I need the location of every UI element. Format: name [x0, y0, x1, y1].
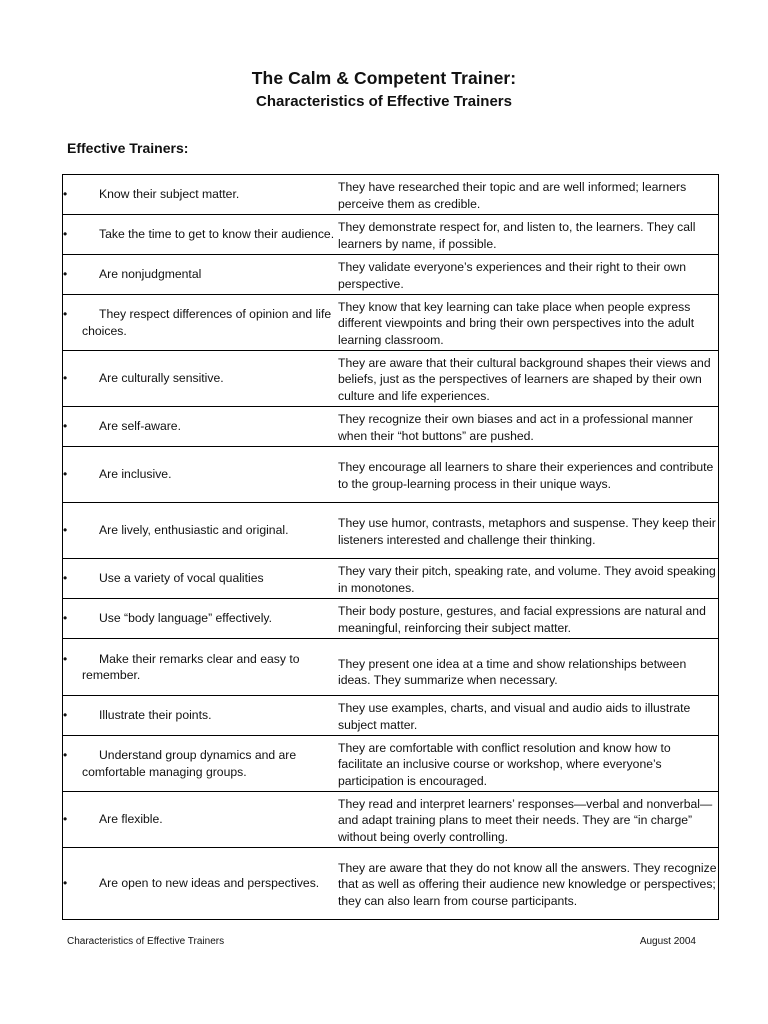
table-row	[63, 599, 719, 639]
description-cell	[338, 848, 719, 920]
trait-cell	[63, 175, 339, 215]
description-cell	[338, 639, 719, 696]
trait-text: Illustrate their points.	[99, 708, 212, 723]
description-cell	[338, 175, 719, 215]
bullet-icon: •	[63, 467, 68, 482]
trait-cell	[63, 848, 339, 920]
description-text: They are comfortable with conflict resolution and know how to facilitate an inclusive course or workshop, where everyone’s participation is encouraged.	[338, 741, 671, 788]
description-cell	[338, 215, 719, 255]
trait-cell	[63, 215, 339, 255]
trait-cell	[63, 351, 339, 407]
bullet-icon: •	[63, 267, 68, 282]
description-cell	[338, 599, 719, 639]
table-row	[63, 351, 719, 407]
description-text: They demonstrate respect for, and listen to, the learners. They call learners by name, if possible.	[338, 220, 696, 251]
trait-text: Make their remarks clear and easy to remember.	[82, 651, 300, 682]
trait-text: Are open to new ideas and perspectives.	[99, 876, 320, 891]
trait-text: Are culturally sensitive.	[99, 371, 224, 386]
trait-cell	[63, 599, 339, 639]
trait-text: Are flexible.	[99, 812, 163, 827]
bullet-icon: •	[63, 748, 68, 763]
description-cell	[338, 255, 719, 295]
bullet-icon: •	[63, 708, 68, 723]
description-cell	[338, 351, 719, 407]
table-row	[63, 295, 719, 351]
trait-text: Understand group dynamics and are comfortable managing groups.	[82, 748, 297, 779]
description-text: They use humor, contrasts, metaphors and suspense. They keep their listeners interested and challenge their thinking.	[338, 516, 716, 547]
description-text: They have researched their topic and are well informed; learners perceive them as credible.	[338, 180, 687, 211]
bullet-icon: •	[63, 611, 68, 626]
table-row	[63, 503, 719, 559]
table-row	[63, 447, 719, 503]
description-text: They are aware that their cultural background shapes their views and beliefs, just as the perspectives of learners are shaped by their own culture and life experiences.	[338, 356, 711, 403]
table-row	[63, 736, 719, 792]
description-text: They are aware that they do not know all the answers. They recognize that as well as offering their audience new knowledge or perspectives; they can also learn from course participants.	[338, 861, 717, 908]
trait-cell	[63, 447, 339, 503]
description-text: They present one idea at a time and show relationships between ideas. They summarize when necessary.	[338, 656, 687, 687]
section-heading: Effective Trainers:	[67, 140, 189, 156]
description-cell	[338, 295, 719, 351]
bullet-icon: •	[63, 419, 68, 434]
trait-text: They respect differences of opinion and life choices.	[82, 307, 332, 338]
description-cell	[338, 559, 719, 599]
trait-cell	[63, 639, 339, 696]
description-text: They know that key learning can take place when people express different viewpoints and bring their own perspectives into the adult learning classroom.	[338, 300, 695, 347]
bullet-icon: •	[63, 371, 68, 386]
trait-cell	[63, 559, 339, 599]
bullet-icon: •	[63, 812, 68, 827]
table-row	[63, 255, 719, 295]
description-text: They encourage all learners to share their experiences and contribute to the group-learning process in their unique ways.	[338, 460, 714, 491]
table-row	[63, 407, 719, 447]
table-row	[63, 559, 719, 599]
table-row	[63, 792, 719, 848]
trait-text: Are inclusive.	[99, 467, 172, 482]
description-cell	[338, 792, 719, 848]
traits-table-body	[63, 175, 719, 920]
bullet-icon: •	[63, 571, 68, 586]
description-text: They vary their pitch, speaking rate, and volume. They avoid speaking in monotones.	[338, 564, 716, 595]
description-cell	[338, 696, 719, 736]
trait-text: Use a variety of vocal qualities	[99, 571, 264, 586]
bullet-icon: •	[63, 651, 68, 666]
trait-cell	[63, 503, 339, 559]
trait-text: Take the time to get to know their audience.	[99, 227, 335, 242]
table-row	[63, 215, 719, 255]
description-text: They read and interpret learners’ responses—verbal and nonverbal—and adapt training plans to meet their needs. They are “in charge” without being overly controlling.	[338, 797, 713, 844]
description-text: They use examples, charts, and visual and audio aids to illustrate subject matter.	[338, 701, 691, 732]
trait-text: Use “body language” effectively.	[99, 611, 272, 626]
footer-date: August 2004	[639, 936, 696, 947]
trait-cell	[63, 255, 339, 295]
trait-cell	[63, 736, 339, 792]
description-text: Their body posture, gestures, and facial expressions are natural and meaningful, reinforcing their subject matter.	[338, 604, 706, 635]
bullet-icon: •	[63, 876, 68, 891]
trait-cell	[63, 407, 339, 447]
table-row	[63, 175, 719, 215]
page-title: The Calm & Competent Trainer:	[251, 68, 517, 88]
bullet-icon: •	[63, 523, 68, 538]
trait-text: Know their subject matter.	[99, 187, 240, 202]
trait-cell	[63, 792, 339, 848]
traits-table	[62, 174, 719, 920]
trait-text: Are lively, enthusiastic and original.	[99, 523, 289, 538]
footer-document-title: Characteristics of Effective Trainers	[67, 936, 225, 947]
description-cell	[338, 447, 719, 503]
description-cell	[338, 736, 719, 792]
table-row	[63, 696, 719, 736]
table-row	[63, 848, 719, 920]
bullet-icon: •	[63, 227, 68, 242]
description-text: They validate everyone’s experiences and their right to their own perspective.	[338, 260, 686, 291]
bullet-icon: •	[63, 187, 68, 202]
description-cell	[338, 503, 719, 559]
description-cell	[338, 407, 719, 447]
trait-text: Are self-aware.	[99, 419, 181, 434]
trait-cell	[63, 696, 339, 736]
description-text: They recognize their own biases and act in a professional manner when their “hot buttons” are pushed.	[338, 412, 693, 443]
trait-cell	[63, 295, 339, 351]
table-row	[63, 639, 719, 696]
page-subtitle: Characteristics of Effective Trainers	[256, 93, 512, 110]
bullet-icon: •	[63, 307, 68, 322]
trait-text: Are nonjudgmental	[99, 267, 202, 282]
